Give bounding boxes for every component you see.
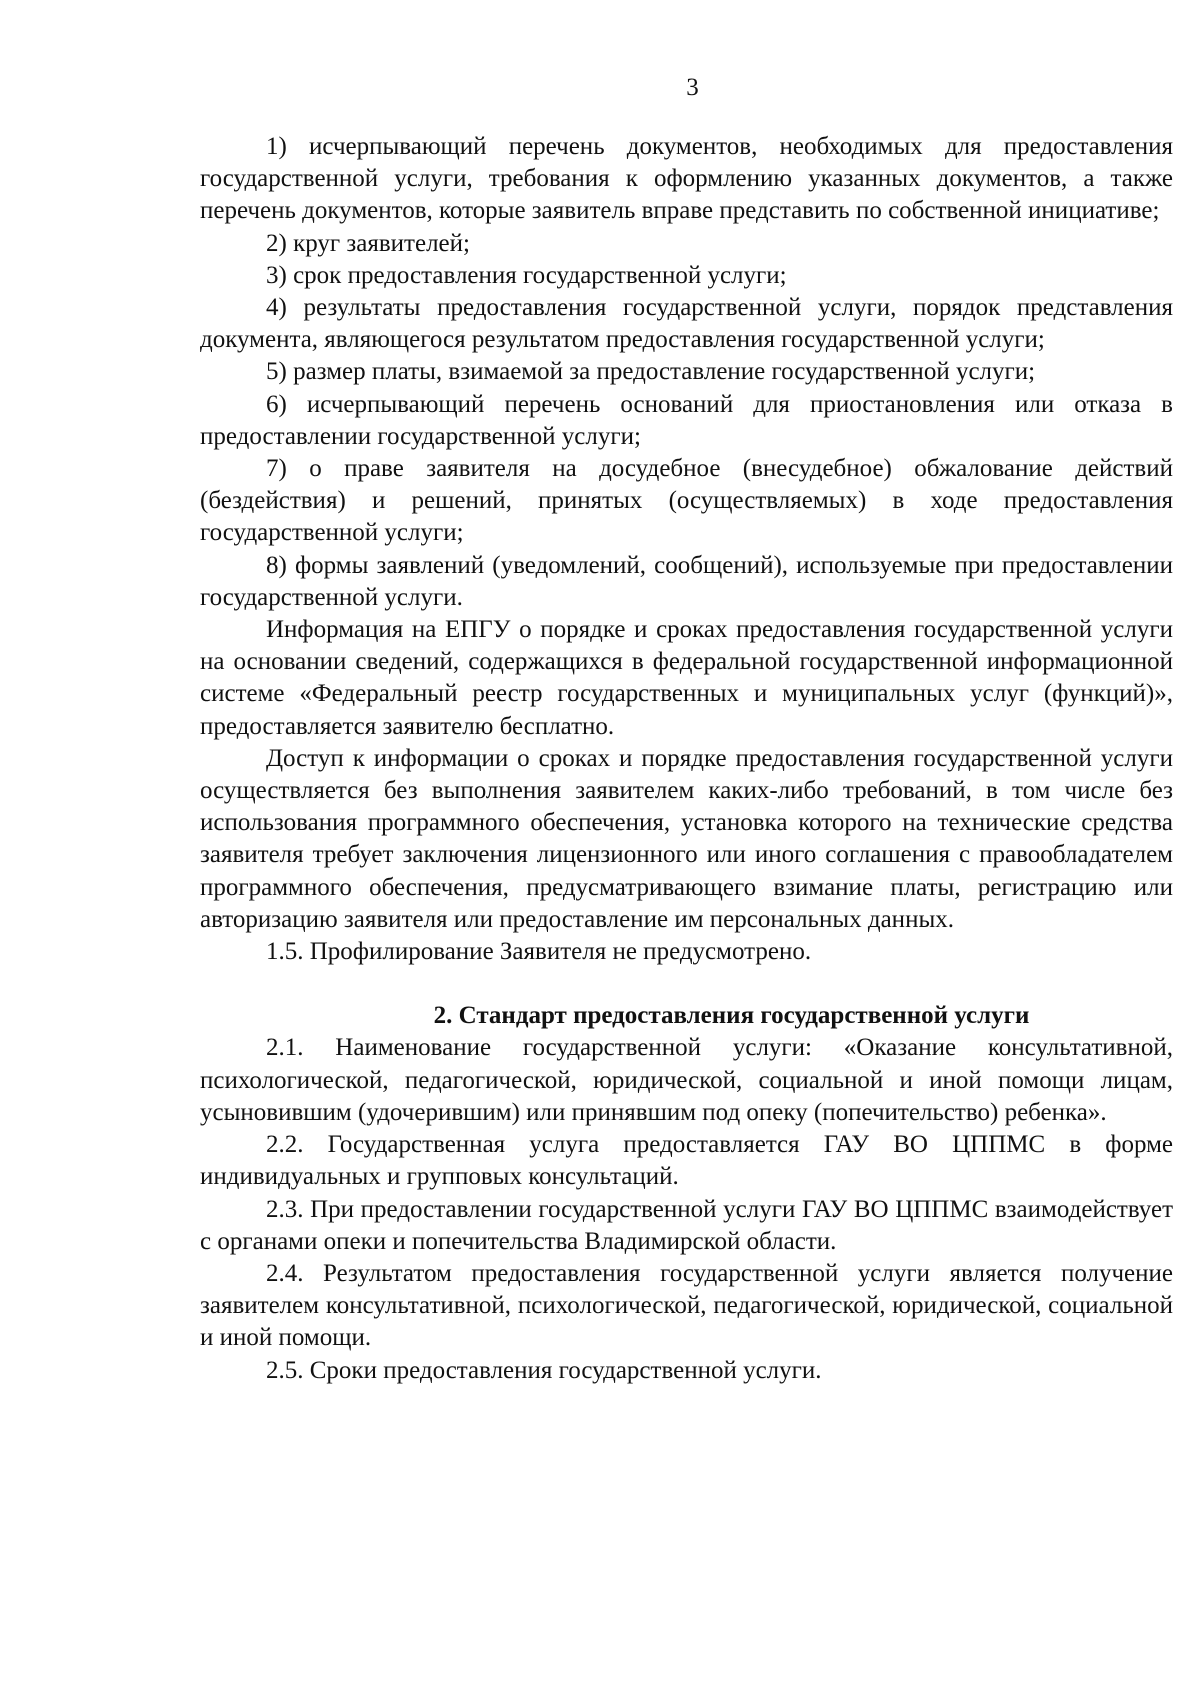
page-number: 3 xyxy=(686,74,699,101)
paragraph-epgu-info: Информация на ЕПГУ о порядке и сроках предоставления государственной услуги на основании сведений, содержащихся в федеральной государственной информационной системе «Федеральный реестр государственных и муниципальных услуг (функций)», предоставляется заявителю бесплатно. xyxy=(200,616,1173,740)
paragraph-list-item-1: 1) исчерпывающий перечень документов, необходимых для предоставления государственной услуги, требования к оформлению указанных документов, а также перечень документов, которые заявитель вправе представить по собственной инициативе; xyxy=(200,133,1173,225)
paragraph-2-4: 2.4. Результатом предоставления государственной услуги является получение заявителем консультативной, психологической, педагогической, юридической, социальной и иной помощи. xyxy=(200,1259,1173,1352)
paragraph-list-item-8: 8) формы заявлений (уведомлений, сообщений), используемые при предоставлении государственной услуги. xyxy=(200,551,1173,611)
paragraph-1-5: 1.5. Профилирование Заявителя не предусмотрено. xyxy=(266,938,812,966)
paragraph-2-3: 2.3. При предоставлении государственной услуги ГАУ ВО ЦППМС взаимодействует с органами опеки и попечительства Владимирской области. xyxy=(200,1195,1173,1255)
paragraph-list-item-4: 4) результаты предоставления государственной услуги, порядок представления документа, являющегося результатом предоставления государственной услуги; xyxy=(200,294,1173,354)
paragraph-list-item-2: 2) круг заявителей; xyxy=(266,229,470,257)
paragraph-2-2: 2.2. Государственная услуга предоставляется ГАУ ВО ЦППМС в форме индивидуальных и групповых консультаций. xyxy=(200,1131,1173,1191)
paragraph-2-5: 2.5. Сроки предоставления государственной услуги. xyxy=(266,1356,822,1384)
paragraph-list-item-7: 7) о праве заявителя на досудебное (внесудебное) обжалование действий (бездействия) и решений, принятых (осуществляемых) в ходе предоставления государственной услуги; xyxy=(200,455,1173,547)
paragraph-list-item-3: 3) срок предоставления государственной услуги; xyxy=(266,261,787,289)
paragraph-access-info: Доступ к информации о сроках и порядке предоставления государственной услуги осуществляется без выполнения заявителем каких-либо требований, в том числе без использования программного обеспечения, установка которого на технические средства заявителя требует заключения лицензионного или иного соглашения с правообладателем программного обеспечения, предусматривающего взимание платы, регистрацию или авторизацию заявителя или предоставление им персональных данных. xyxy=(200,744,1173,933)
document-body xyxy=(200,131,1173,1387)
paragraph-list-item-6: 6) исчерпывающий перечень оснований для приостановления или отказа в предоставлении государственной услуги; xyxy=(200,390,1173,450)
paragraph-list-item-5: 5) размер платы, взимаемой за предоставление государственной услуги; xyxy=(266,358,1036,386)
section-heading: 2. Стандарт предоставления государственной услуги xyxy=(433,1002,1030,1030)
paragraph-2-1: 2.1. Наименование государственной услуги: «Оказание консультативной, психологической, педагогической, юридической, социальной и иной помощи лицам, усыновившим (удочерившим) или принявшим под опеку (попечительство) ребенка». xyxy=(200,1034,1173,1126)
